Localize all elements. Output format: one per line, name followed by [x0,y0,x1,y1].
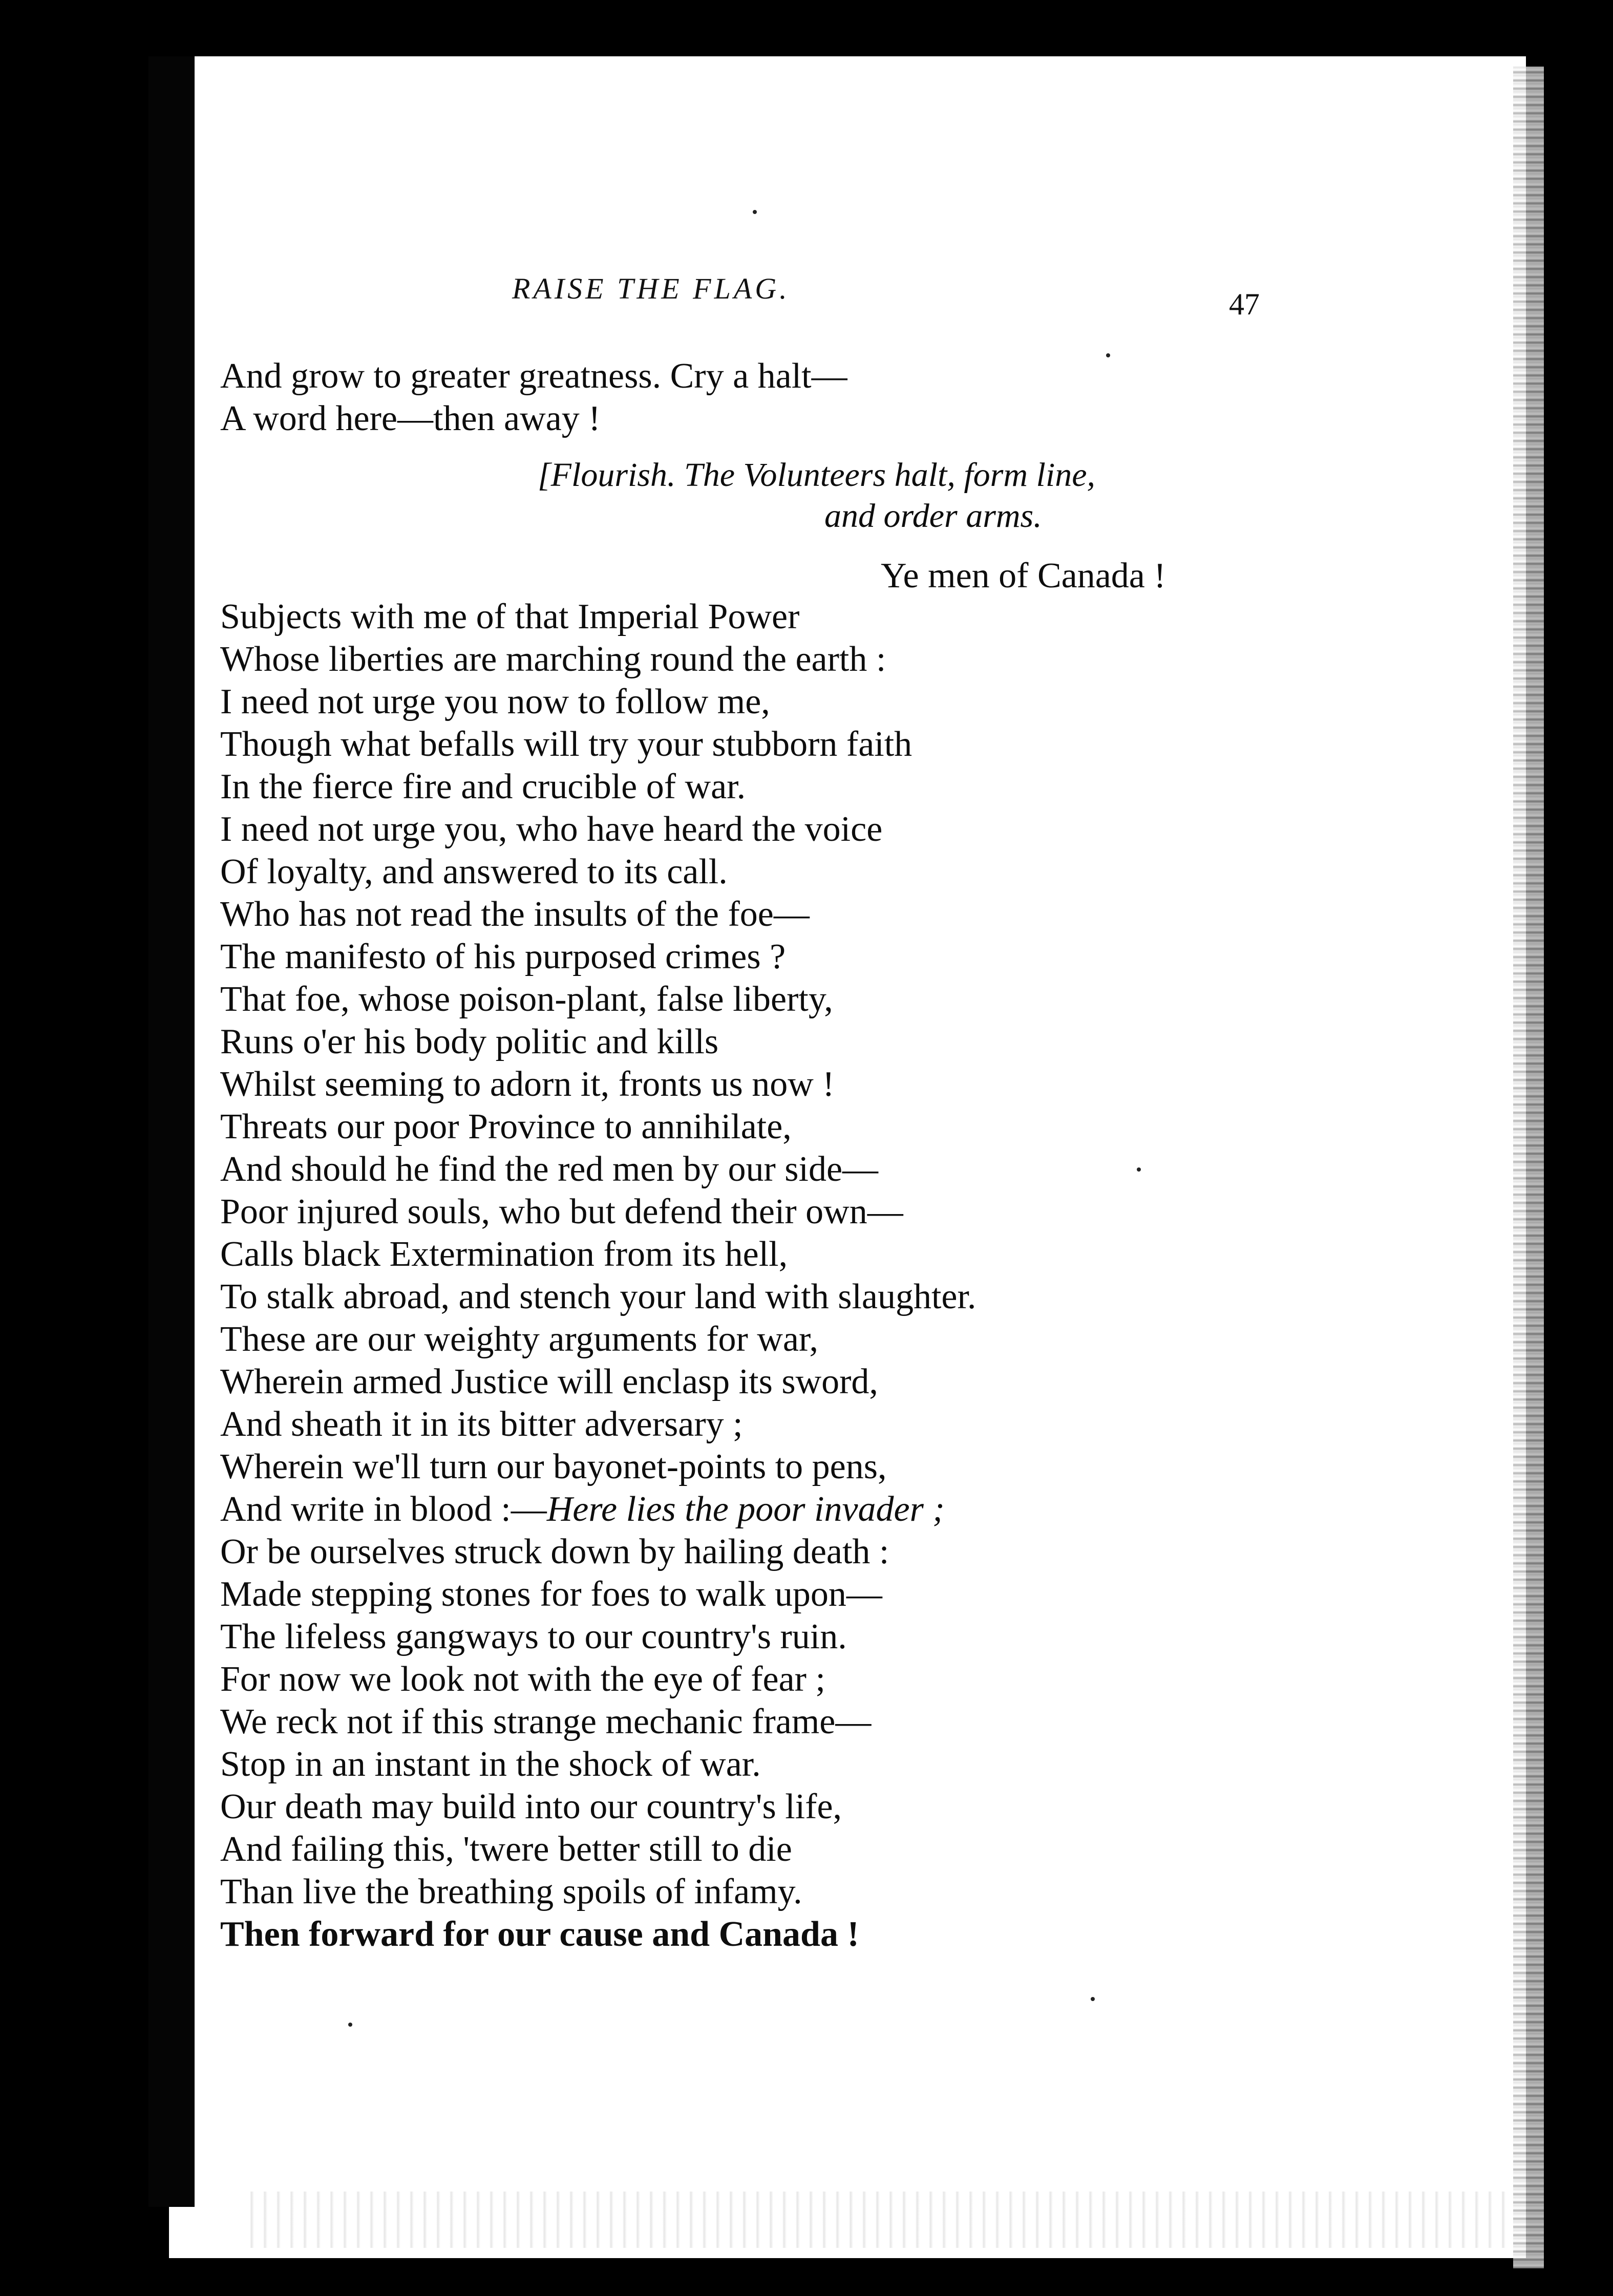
verse-line: Ye men of Canada ! [881,556,1166,596]
verse-line: Or be ourselves struck down by hailing death : [220,1532,889,1571]
verse-line-text: And write in blood :— [220,1490,547,1529]
verse-line: Subjects with me of that Imperial Power [220,597,800,636]
scan-speck [1091,1997,1095,2001]
verse-line: Stop in an instant in the shock of war. [220,1745,761,1784]
verse-line: Whilst seeming to adorn it, fronts us now ! [220,1065,835,1104]
verse-line: And should he find the red men by our side— [220,1150,879,1189]
verse-line: Who has not read the insults of the foe— [220,895,810,934]
verse-line: Wherein armed Justice will enclasp its sword, [220,1362,878,1401]
scan-speck [348,2023,352,2027]
verse-line: The lifeless gangways to our country's ruin. [220,1617,847,1656]
verse-line-final: Then forward for our cause and Canada ! [220,1915,859,1954]
verse-line: Poor injured souls, who but defend their own— [220,1192,903,1231]
verse-line: Wherein we'll turn our bayonet-points to pens, [220,1447,887,1486]
verse-line: And grow to greater greatness. Cry a halt— [220,356,847,396]
page-edge-noise [1513,67,1544,2268]
verse-line: We reck not if this strange mechanic frame— [220,1702,872,1741]
bottom-scan-noise [241,2192,1511,2248]
verse-line: That foe, whose poison-plant, false liberty, [220,980,833,1019]
scan-speck [753,210,757,214]
epitaph-italic: Here lies the poor invader ; [546,1490,945,1529]
running-header: RAISE THE FLAG. [512,272,790,305]
page-number: 47 [1229,287,1260,321]
verse-line: Whose liberties are marching round the earth : [220,640,886,679]
verse-line: The manifesto of his purposed crimes ? [220,937,786,976]
verse-line: Of loyalty, and answered to its call. [220,852,728,891]
verse-line: Our death may build into our country's life, [220,1787,842,1826]
verse-line: Than live the breathing spoils of infamy. [220,1872,802,1911]
verse-line: Threats our poor Province to annihilate, [220,1107,792,1146]
verse-line [220,1492,945,1527]
verse-line: Made stepping stones for foes to walk upon— [220,1575,882,1614]
stage-direction: [Flourish. The Volunteers halt, form line, [538,456,1095,494]
verse-line: And failing this, 'twere better still to die [220,1830,792,1869]
binding-gutter [148,56,195,2207]
verse-line: In the fierce fire and crucible of war. [220,767,746,806]
verse-line: These are our weighty arguments for war, [220,1320,818,1359]
verse-line: I need not urge you now to follow me, [220,682,770,721]
verse-line: To stalk abroad, and stench your land with slaughter. [220,1277,977,1316]
scan-speck [1106,353,1110,357]
verse-line: For now we look not with the eye of fear ; [220,1660,825,1699]
scan-speck [1137,1167,1141,1172]
verse-line: A word here—then away ! [220,399,601,438]
verse-line: Though what befalls will try your stubborn faith [220,725,912,764]
verse-line: And sheath it in its bitter adversary ; [220,1405,743,1444]
stage-direction: and order arms. [824,497,1042,535]
verse-line: I need not urge you, who have heard the voice [220,810,883,849]
verse-line: Calls black Extermination from its hell, [220,1235,788,1274]
verse-line: Runs o'er his body politic and kills [220,1022,719,1061]
